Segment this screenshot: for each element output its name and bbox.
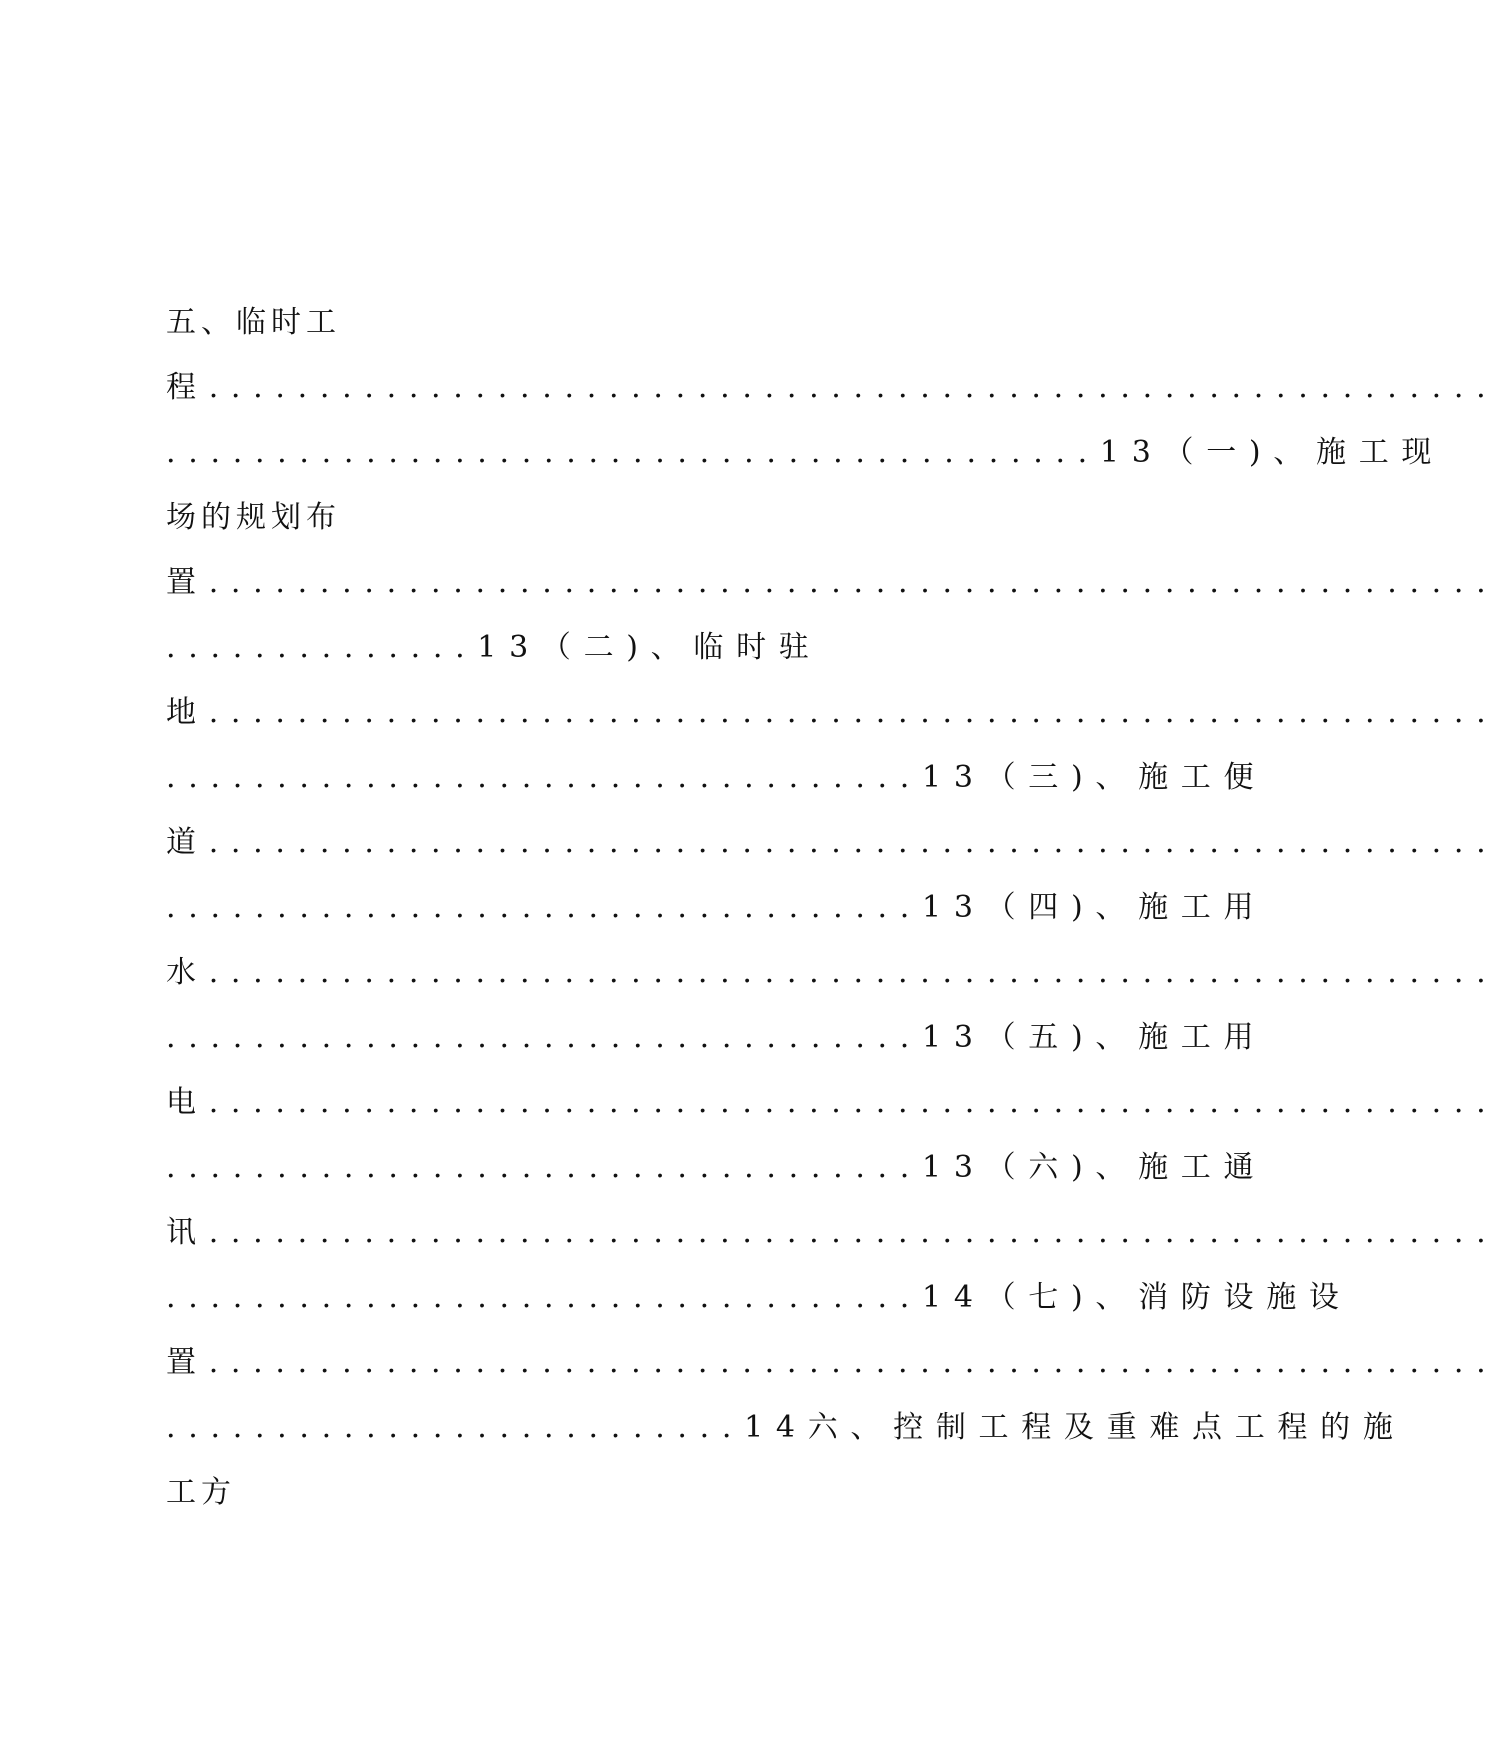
- toc-line: ..................................13（三)、施工便: [166, 760, 1267, 795]
- toc-line: 程..........................................................: [166, 370, 1498, 405]
- toc-line: 置..........................................................: [166, 1345, 1498, 1380]
- toc-line: ..................................13（四)、施工用: [166, 890, 1267, 925]
- toc-line: 道..........................................................: [166, 825, 1498, 860]
- toc-line: 讯..........................................................: [166, 1215, 1498, 1250]
- toc-line: 水..........................................................: [166, 955, 1498, 990]
- toc-line: 五、临时工: [166, 305, 341, 340]
- toc-line: 地..........................................................: [166, 695, 1498, 730]
- toc-line: 工方: [166, 1475, 236, 1510]
- toc-line: ..................................13（五)、施工用: [166, 1020, 1267, 1055]
- toc-line: 置..........................................................: [166, 565, 1498, 600]
- toc-line: 场的规划布: [166, 500, 341, 535]
- toc-line: ..................................14（七)、消防设施设: [166, 1280, 1352, 1315]
- toc-line: ..........................14六、控制工程及重难点工程的施: [166, 1410, 1406, 1445]
- toc-line: ..................................13（六)、施工通: [166, 1150, 1267, 1185]
- toc-line: ..........................................13（一)、施工现: [166, 435, 1445, 470]
- table-of-contents: [166, 290, 1498, 1525]
- toc-line: 电..........................................................: [166, 1085, 1498, 1120]
- toc-line: ..............13（二)、临时驻: [166, 630, 822, 665]
